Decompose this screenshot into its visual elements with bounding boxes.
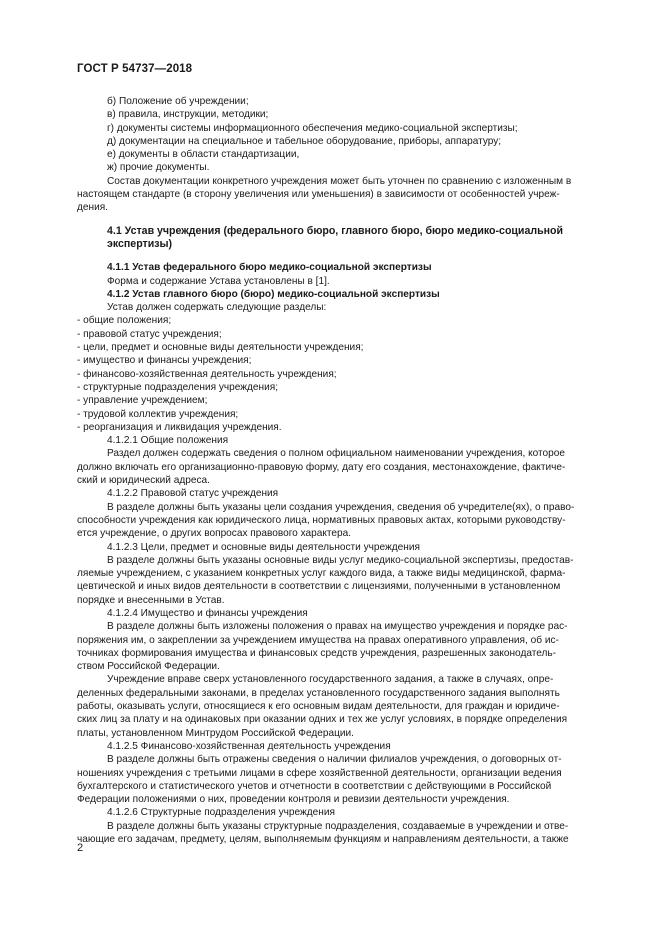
section-4-1-2-1-heading: 4.1.2.1 Общие положения (107, 435, 229, 447)
text-line: порядке и внесенными в Устав. (77, 594, 225, 606)
section-4-1-2-heading: 4.1.2 Устав главного бюро (бюро) медико-социальной экспертизы (107, 288, 440, 300)
text-line: дения. (77, 202, 108, 214)
section-4-1-1-heading: 4.1.1 Устав федерального бюро медико-социальной экспертизы (107, 262, 432, 274)
text-line: работы, оказывать услуги, относящиеся к его основным видам деятельности, для граждан и юридиче- (77, 701, 560, 713)
text-line: Раздел должен содержать сведения о полном официальном наименовании учреждения, которое (107, 448, 565, 460)
document-code-header: ГОСТ Р 54737—2018 (77, 63, 193, 75)
text-line: В разделе должны быть указаны структурные подразделения, создаваемые в учреждении и отве- (107, 820, 569, 832)
list-item: - имущество и финансы учреждения; (77, 355, 252, 367)
text-line: точниках формирования имущества и финансовых средств учреждения, разрешенных законодатель- (77, 647, 557, 659)
section-4-1-2-1-text (77, 447, 613, 487)
text-line: способности учреждения как юридического лица, нормативных правовых актах, которыми руководству- (77, 514, 566, 526)
heading-line: экспертизы) (107, 237, 173, 250)
list-item: - трудовой коллектив учреждения; (77, 408, 239, 420)
list-item: - цели, предмет и основные виды деятельности учреждения; (77, 342, 364, 354)
list-item: - управление учреждением; (77, 395, 208, 407)
section-4-1-2-2-text (77, 501, 613, 541)
text-line: ношениях учреждения с третьими лицами в сфере хозяйственной деятельности, организации ведения (77, 767, 562, 779)
section-4-1-2-5-text (77, 753, 613, 806)
section-4-1-2-list (77, 314, 613, 434)
section-4-1-2-4-text (77, 620, 613, 673)
text-line: настоящем стандарте (в сторону увеличения или уменьшения) в зависимости от особенностей учреж- (77, 189, 560, 201)
list-item: д) документации на специальное и табельное оборудование, приборы, аппаратуру; (107, 135, 502, 147)
section-4-1-2-6-heading: 4.1.2.6 Структурные подразделения учреждения (107, 807, 335, 819)
text-line: цевтической и иных видов деятельности в соответствии с лицензиями, полученными в установленном (77, 581, 561, 593)
page-number: 2 (77, 842, 84, 854)
text-line: бухгалтерского и статистического учетов и отчетности в соответствии с действующими в Российской (77, 780, 552, 792)
section-4-1-heading (107, 225, 613, 252)
list-item: - финансово-хозяйственная деятельность учреждения; (77, 368, 337, 380)
list-item: в) правила, инструкции, методики; (107, 109, 269, 121)
text-line: В разделе должны быть отражены сведения о наличии филиалов учреждения, о договорных от- (107, 754, 562, 766)
text-line: платы, установленном Минтрудом Российской Федерации. (77, 727, 354, 739)
section-4-1-2-5-heading: 4.1.2.5 Финансово-хозяйственная деятельность учреждения (107, 740, 391, 752)
list-item: - структурные подразделения учреждения; (77, 381, 279, 393)
section-4-1-2-3-heading: 4.1.2.3 Цели, предмет и основные виды деятельности учреждения (107, 541, 420, 553)
section-4-1-2-2-heading: 4.1.2.2 Правовой статус учреждения (107, 488, 279, 500)
text-line: В разделе должны быть изложены положения о правах на имущество учреждения и порядке рас- (107, 621, 568, 633)
text-line: деленных федеральными законами, в пределах установленного государственного задания выполнять (77, 687, 560, 699)
section-4-1-2-3-text (77, 554, 613, 607)
document-list-top (107, 95, 613, 175)
text-line: ством Российской Федерации. (77, 661, 220, 673)
text-line: В разделе должны быть указаны основные виды услуг медико-социальной экспертизы, предостав- (107, 554, 574, 566)
text-line: Федерации положениями о них, проведении контроля и ревизии деятельности учреждения. (77, 794, 510, 806)
list-item: г) документы системы информационного обеспечения медико-социальной экспертизы; (107, 122, 518, 134)
text-line: должно включать его организационно-правовую форму, дату его создания, местонахождение, фактиче- (77, 461, 566, 473)
section-4-1-2-4-heading: 4.1.2.4 Имущество и финансы учреждения (107, 607, 308, 619)
document-body (77, 95, 613, 846)
text-line: ляемые учреждением, с указанием конкретных услуг каждого вида, а также виды медицинской, фарма- (77, 568, 566, 580)
text-line: ских лиц за плату и на одинаковых при оказании одних и тех же услуг условиях, в порядке определения (77, 714, 568, 726)
text-line: чающие его задачам, предмету, целям, выполняемым функциям и направлениям деятельности, а также (77, 834, 569, 846)
section-4-1-2-4-text-2 (77, 673, 613, 739)
text-line: поряжения им, о закреплении за учреждением имущества на правах оперативного управления, об ис- (77, 634, 559, 646)
text-line: ский и юридический адреса. (77, 475, 210, 487)
text-line: ется учреждение, о других вопросах правового характера. (77, 528, 352, 540)
list-item: б) Положение об учреждении; (107, 96, 249, 107)
section-4-1-2-6-text (77, 820, 613, 847)
list-item: ж) прочие документы. (107, 162, 210, 174)
paragraph-composition (77, 175, 613, 215)
heading-line: 4.1 Устав учреждения (федерального бюро, главного бюро, бюро медико-социальной (107, 224, 563, 237)
text-line: Учреждение вправе сверх установленного государственного задания, а также в случаях, опре- (107, 674, 554, 686)
section-4-1-1-text: Форма и содержание Устава установлены в [1]. (107, 275, 330, 287)
text-line: Состав документации конкретного учреждения может быть уточнен по сравнению с изложенным в (107, 175, 572, 187)
list-item: - реорганизация и ликвидация учреждения. (77, 421, 282, 433)
list-item: - правовой статус учреждения; (77, 328, 222, 340)
section-4-1-2-intro: Устав должен содержать следующие разделы: (107, 302, 327, 314)
text-line: В разделе должны быть указаны цели создания учреждения, сведения об учредителе(ях), о право- (107, 501, 575, 513)
list-item: е) документы в области стандартизации, (107, 149, 300, 161)
list-item: - общие положения; (77, 315, 172, 327)
